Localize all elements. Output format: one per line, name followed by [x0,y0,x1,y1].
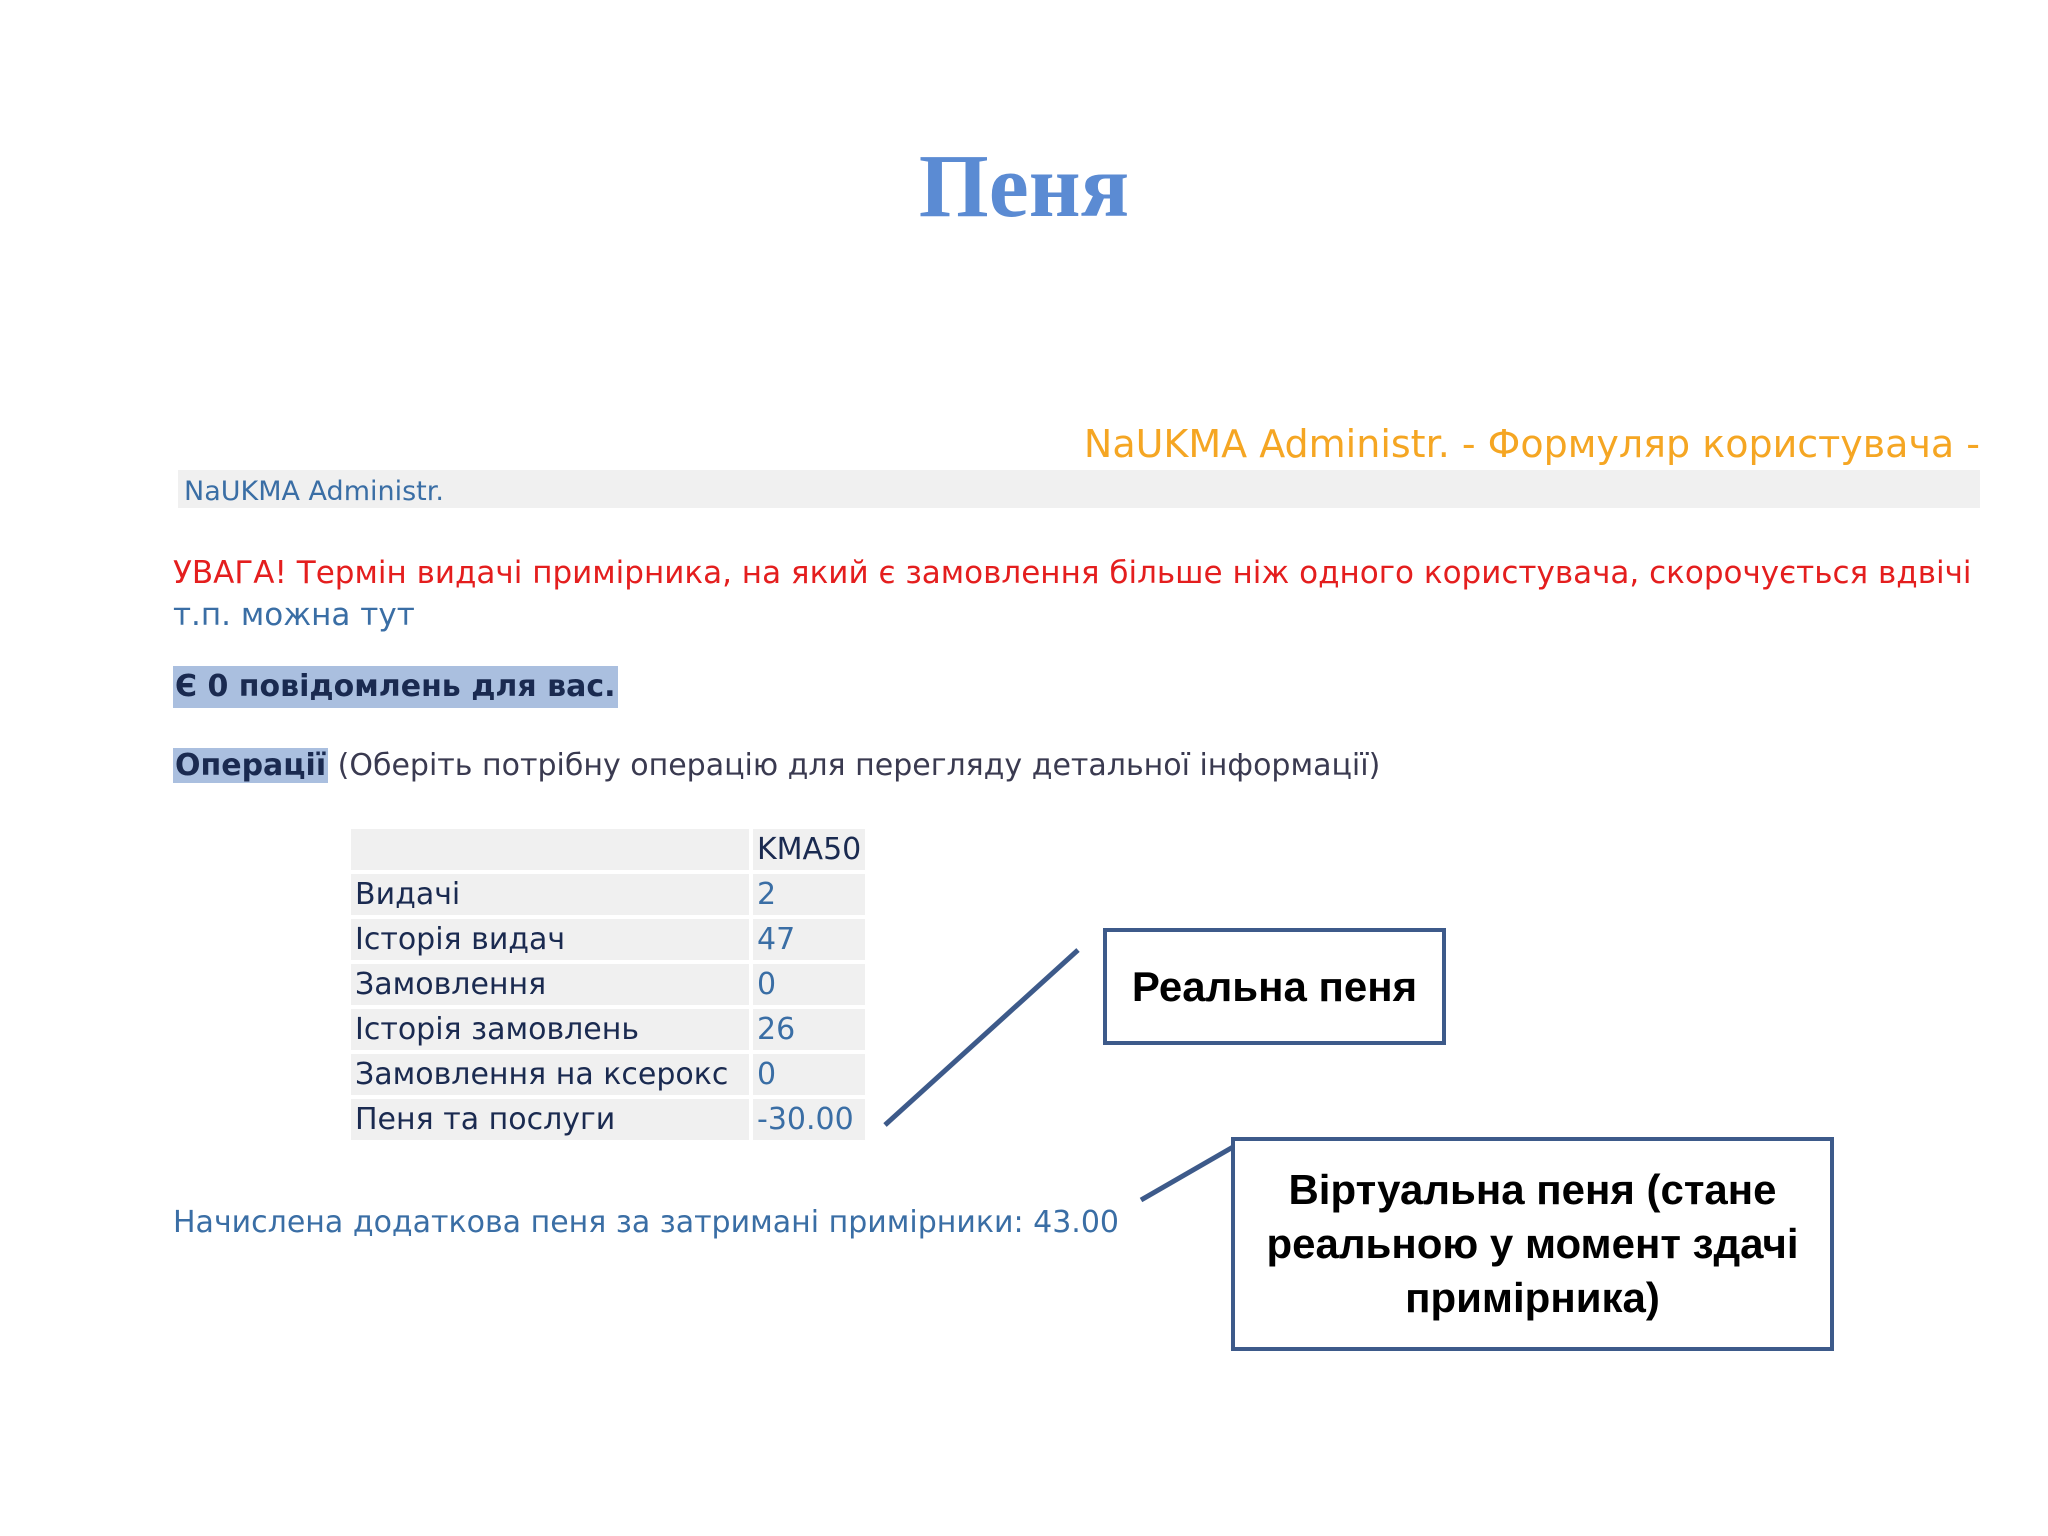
row-label: Замовлення [351,964,749,1005]
slide-title: Пеня [918,137,1130,236]
accrued-fine-text: Начислена додаткова пеня за затримані примірники: 43.00 [173,1205,1120,1240]
row-label: Замовлення на ксерокс [351,1054,749,1095]
row-label: Історія видач [351,919,749,960]
leader-line-real [885,950,1078,1125]
row-value-link[interactable]: -30.00 [753,1099,865,1140]
table-column-header: KMA50 [753,829,865,870]
row-value-link[interactable]: 26 [753,1009,865,1050]
leader-line-virtual [1141,1147,1233,1200]
row-value-link[interactable]: 47 [753,919,865,960]
warning-link[interactable]: т.п. можна тут [173,597,415,633]
operations-label: Операції [175,748,327,783]
callout-real-fine: Реальна пеня [1103,928,1446,1045]
operations-hint: (Оберіть потрібну операцію для перегляду детальної інформації) [337,748,1381,783]
row-value-link[interactable]: 0 [753,1054,865,1095]
row-label: Історія замовлень [351,1009,749,1050]
callout-virtual-fine: Віртуальна пеня (стане реальною у момент здачі примірника) [1231,1137,1834,1351]
row-label: Видачі [351,874,749,915]
row-value-link[interactable]: 2 [753,874,865,915]
messages-notice[interactable]: Є 0 повідомлень для вас. [173,666,618,708]
app-title: NaUKMA Administr. - Формуляр користувача - [1083,422,1980,466]
user-bar-label[interactable]: NaUKMA Administr. [184,476,444,507]
row-label: Пеня та послуги [351,1099,749,1140]
row-value-link[interactable]: 0 [753,964,865,1005]
warning-line-1: УВАГА! Термін видачі примірника, на який є замовлення більше ніж одного користувача, скорочується вдвічі [173,555,1972,591]
